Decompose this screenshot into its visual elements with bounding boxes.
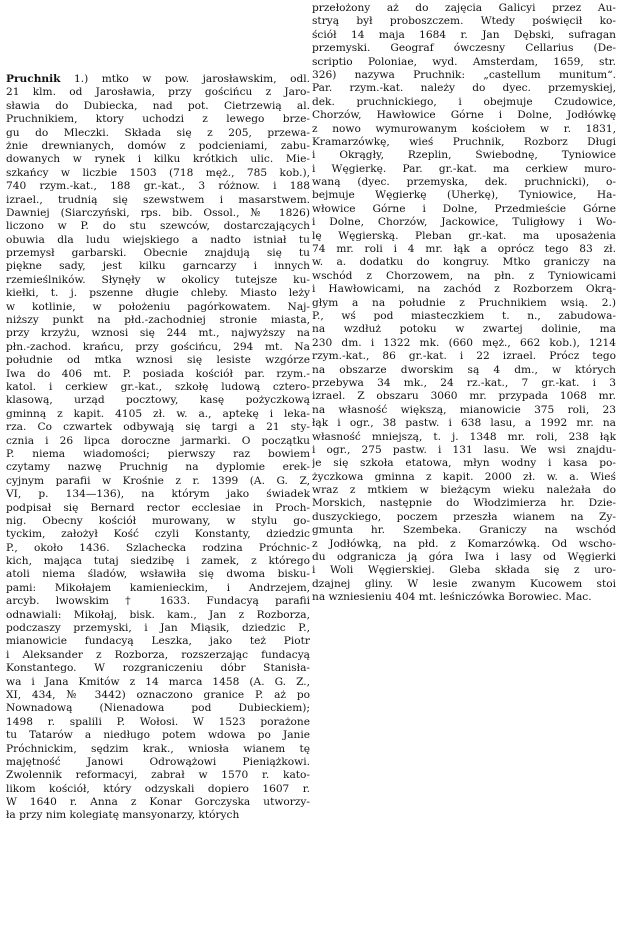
text-line: przy krzyżu, wznosi się 244 mt., najwyższy na (6, 327, 310, 340)
text-line: 74 mr. roli i 4 mr. łąk a oprócz tego 83 zł. (312, 243, 616, 256)
text-line: Dawniej (Siarczyński, rps. bib. Ossol., № 1826) (6, 206, 310, 219)
text-line: Iwa do 406 mt. P. posiada kościół par. rzym.- (6, 367, 310, 380)
text-line: kiełki, t. j. pszenne długie chleby. Miasto leży (6, 287, 310, 300)
text-line: gminną z kapit. 4105 zł. w. a., aptekę i leka- (6, 407, 310, 420)
text-line: w. a. dodatku do kongruy. Mtko graniczy na (312, 256, 616, 269)
text-line: czytamy nazwę Pruchnig na dyplomie erek- (6, 461, 310, 474)
text-line: ła przy nim kolegiatę mansyonarzy, których (6, 809, 240, 822)
text-line: 740 rzym.-kat., 188 gr.-kat., 3 różnow. i 188 (6, 180, 310, 193)
text-line: 21 klm. od Jarosławia, przy gościńcu z Jaro- (6, 86, 310, 99)
text-line: Kramarzówkę, wieś Pruchnik, Rozborz Długi (312, 135, 616, 148)
text-line: dowanych w rynek i kilku krótkich ulic. Mie- (6, 153, 310, 166)
left-column (6, 73, 310, 823)
text-line: bejmuje Węgierkę (Uherkę), Tyniowice, Ha- (312, 189, 616, 202)
text-line: niższy punkt na płd.-zachodniej stronie miasta, (6, 314, 310, 327)
text-line: żnie drewnianych, domów z podcieniami, zabu- (6, 139, 310, 152)
text-line: przełożony aż do zajęcia Galicyi przez Au- (312, 2, 616, 14)
text-line: tyckim, założył Kość czyli Konstanty, dziedzic (6, 528, 310, 541)
text-line: przemyski. Geograf ówczesny Cellarius (De- (312, 42, 616, 55)
text-line: Zwolennik reformacyi, zabrał w 1570 r. kato- (6, 769, 310, 782)
text-line: na wzniesieniu 404 mt. leśniczówka Borowiec. Mac. (312, 591, 592, 604)
text-line: je się szkoła etatowa, młyn wodny i kasa po- (312, 457, 616, 470)
text-line: dzajnej gliny. W lesie zwanym Kucowem stoi (312, 577, 616, 590)
text-line: przebywa 34 mk., 24 rz.-kat., 7 gr.-kat. i 3 (312, 376, 616, 389)
text-line: rza. Co czwartek odbywają się targi a 21 sty- (6, 421, 310, 434)
text-line: gu do Mleczki. Składa się z 205, przewa- (6, 126, 310, 139)
text-line: duszyckiego, poczem przeszła wianem na Zy- (312, 510, 616, 523)
text-line: Par. rzym.-kat. należy do dyec. przemyskiej, (312, 82, 616, 95)
text-line: 326) nazywa Pruchnik: „castellum munitum“. (312, 68, 616, 81)
text-line: Konstantego. W rozgraniczeniu dóbr Stanisła- (6, 662, 310, 675)
text-line: przemysł garbarski. Obecnie znajdują się tu (6, 247, 310, 260)
right-column (312, 2, 616, 605)
text-line: podczaszy przemyski, i Jan Miąsik, dziedzic P., (6, 622, 310, 635)
text-line: cznia i 26 lipca doroczne jarmarki. O początku (6, 434, 310, 447)
text-line: podpisał się Bernard rector ecclesiae in Proch- (6, 501, 310, 514)
text-line: Chorzów, Hawłowice Górne i Dolne, Jodłówkę (312, 109, 616, 122)
text-line: i Węgierkę. Par. gr.-kat. ma cerkiew muro- (312, 162, 616, 175)
text-line: szkańcy w liczbie 1503 (718 męż., 785 kob.), (6, 166, 310, 179)
text-line: liczono w P. do stu szewców, dostarczających (6, 220, 310, 233)
text-line: arcyb. lwowskim † 1633. Fundacyą parafii (6, 595, 310, 608)
text-line: ściół 14 maja 1684 r. Jan Dębski, sufragan (312, 28, 616, 41)
text-line: cyjnym parafii w Krośnie z r. 1399 (A. G. Z, (6, 474, 310, 487)
text-line: mianowicie fundacyą Leszka, jako też Piotr (6, 635, 310, 648)
text-line: i ogr., 275 pastw. i 131 lasu. We wsi znajdu- (312, 443, 616, 456)
text-line: majętność Janowi Odrowążowi Pieniążkowi. (6, 755, 310, 768)
text-line: VI, p. 134—136), na którym jako świadek (6, 488, 310, 501)
text-line: Morskich, następnie do Włodzimierza hr. Dzie- (312, 497, 616, 510)
text-line: W 1640 r. Anna z Konar Gorczyska utworzy- (6, 796, 310, 809)
text-line: wraz z mtkiem w bieżącym wieku należała do (312, 484, 616, 497)
text-line: i Okrągły, Rzeplin, Świebodnę, Tyniowice (312, 149, 616, 162)
text-line: na własność większą, mianowicie 375 roli, 23 (312, 403, 616, 416)
text-line: scriptio Poloniae, wyd. Amsterdam, 1659, str. (312, 55, 616, 68)
entry-headword: Pruchnik (6, 73, 61, 85)
text-line: lę Węgierską. Pleban gr.-kat. ma uposażenia (312, 229, 616, 242)
text-line: na wzdłuż potoku w zwartej dolinie, ma (312, 323, 616, 336)
text-line: izrael. Z obszaru 3060 mr. przypada 1068 mr. (312, 390, 616, 403)
text-line: wschód z Chorzowem, na płn. z Tyniowicami (312, 269, 616, 282)
text-line: tu Tatarów a niedługo potem wdowa po Janie (6, 729, 310, 742)
text-line: rzym.-kat., 86 gr.-kat. i 22 izrael. Prócz tego (312, 350, 616, 363)
text-line: wa i Jana Kmitów z 14 marca 1458 (A. G. Z., (6, 675, 310, 688)
text-line: Próchnickim, sędzim krak., wniosła wianem tę (6, 742, 310, 755)
text-line: dek. pruchnickiego, i obejmuje Czudowice, (312, 95, 616, 108)
text-line: klasową, urząd pocztowy, kasę pożyczkową (6, 394, 310, 407)
text-line: P. niema wiadomości; pierwszy raz bowiem (6, 447, 310, 460)
text-line: sławia do Dubiecka, nad pot. Cietrzewią al. (6, 99, 310, 112)
text-line: i Hawłowicami, na zachód z Rozborzem Okrą- (312, 283, 616, 296)
text-line: obuwia dla ludu wiejskiego a nadto istniał tu (6, 233, 310, 246)
text-line: nig. Obecny kościół murowany, w stylu go- (6, 514, 310, 527)
text-line: na obszarze dworskim są 4 dm., w których (312, 363, 616, 376)
text-line: atoli niema śladów, wsławiła się dwoma bisku- (6, 568, 310, 581)
text-line: i Aleksander z Rozborza, rozszerzając fundacyą (6, 648, 310, 661)
text-line: Pruchnikiem, ktory uchodzi z lewego brze- (6, 113, 310, 126)
text-line: waną (dyec. przemyska, dek. pruchnicki), o- (312, 176, 616, 189)
text-line: z nowo wymurowanym kościołem w r. 1831, (312, 122, 616, 135)
text-line: katol. i cerkiew gr.-kat., szkołę ludową cztero- (6, 380, 310, 393)
text-line: Pruchnik 1.) mtko w pow. jarosławskim, odl. (6, 73, 310, 85)
text-line: Nownadową (Nienadowa pod Dubieckiem); (6, 702, 310, 715)
text-line: 230 dm. i 1322 mk. (660 męż., 662 kob.), 1214 (312, 336, 616, 349)
text-line: z Jodłówką, na płd. z Komarzówką. Od wscho- (312, 537, 616, 550)
text-line: głym a na południe z Pruchnikiem wsią. 2.) (312, 296, 616, 309)
text-line: płn.-zachod. krańcu, przy gościńcu, 294 mt. Na (6, 340, 310, 353)
text-line: 1498 r. spalili P. Wołosi. W 1523 porażone (6, 715, 310, 728)
text-line: odnawiali: Mikołaj, bisk. kam., Jan z Rozborza, (6, 608, 310, 621)
text-line: likom kościół, który odzyskali dopiero 1607 r. (6, 782, 310, 795)
text-line: gmunta hr. Szembeka. Graniczy na wschód (312, 524, 616, 537)
text-line: P., około 1436. Szlachecka rodzina Próchnic- (6, 541, 310, 554)
text-line: w kotlinie, w położeniu pagórkowatem. Naj- (6, 300, 310, 313)
text-line: rzemieślników. Słynęły w okolicy tutejsze ku- (6, 273, 310, 286)
text-line: własność mniejszą, t. j. 1348 mr. roli, 238 łąk (312, 430, 616, 443)
text-line: łąk i ogr., 38 pastw. i 638 lasu, a 1992 mr. na (312, 417, 616, 430)
text-line: XI, 434, № 3442) oznaczono granice P. aż po (6, 688, 310, 701)
text-line: stryą był proboszczem. Wtedy poświęcił ko- (312, 15, 616, 28)
text-line: P., wś pod miasteczkiem t. n., zabudowa- (312, 309, 616, 322)
text-line: piękne sady, jest kilku garncarzy i innych (6, 260, 310, 273)
text-line: du odgranicza ją góra Iwa i lasy od Węgierki (312, 551, 616, 564)
text-line: i Dolne, Chorzów, Jackowice, Tuligłowy i Wo- (312, 216, 616, 229)
text-line: pami: Mikołajem kamienieckim, i Andrzejem, (6, 581, 310, 594)
text-line: izrael., trudnią się szewstwem i masarstwem. (6, 193, 310, 206)
text-line: południe od mtka wznosi się lesiste wzgórze (6, 354, 310, 367)
text-line: i Woli Węgierskiej. Gleba składa się z uro- (312, 564, 616, 577)
text-line: kich, mająca tutaj siedzibę i zamek, z którego (6, 555, 310, 568)
text-line: życzkowa gminna z kapit. 2000 zł. w. a. Wieś (312, 470, 616, 483)
text-line: włowice Górne i Dolne, Przedmieście Górne (312, 202, 616, 215)
